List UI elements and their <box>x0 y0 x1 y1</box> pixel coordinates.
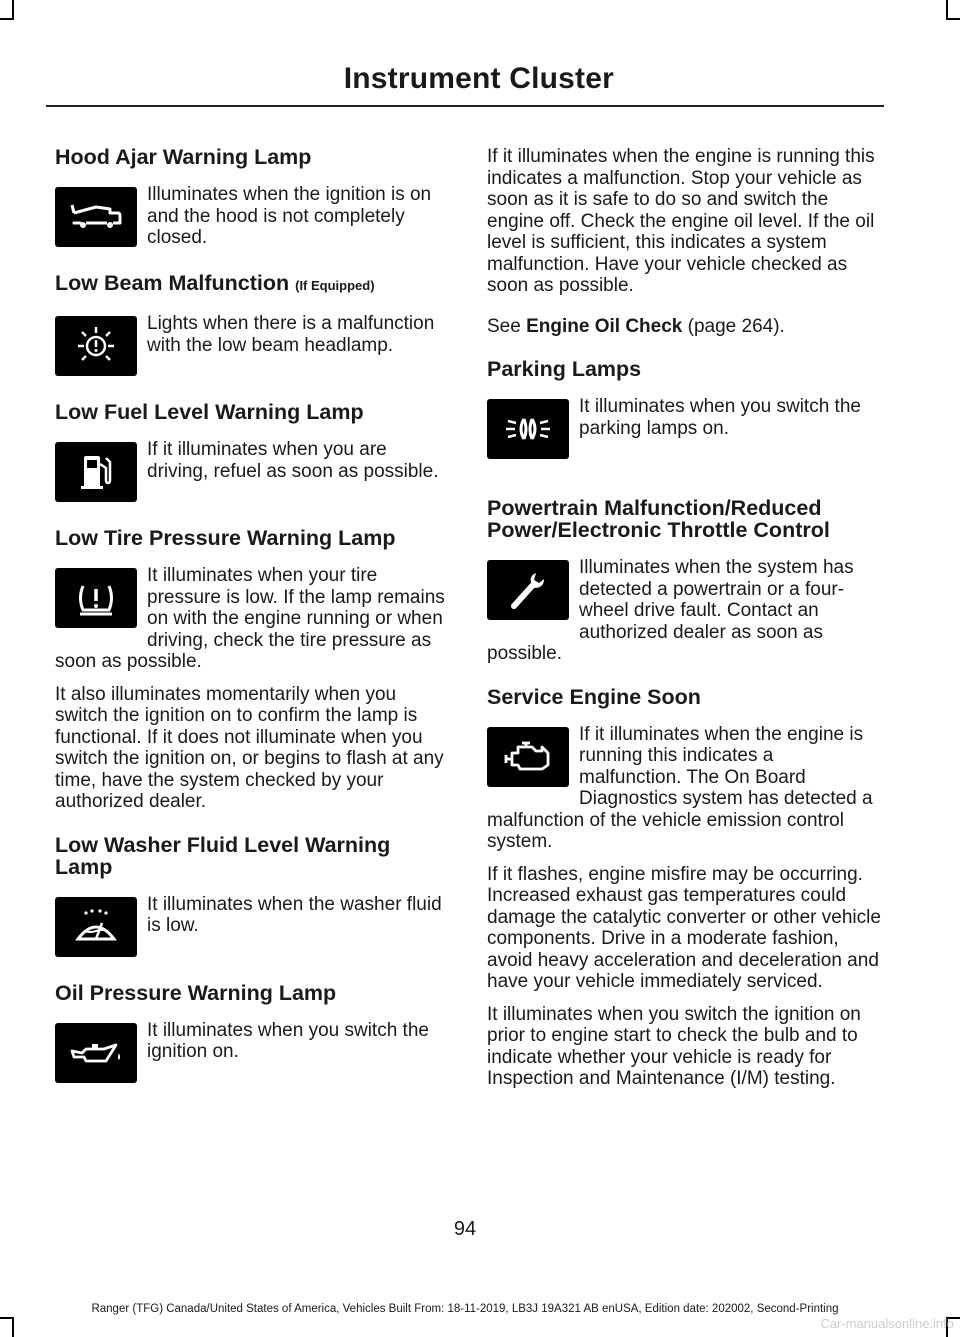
low-tire-heading: Low Tire Pressure Warning Lamp <box>55 526 396 550</box>
parking-lamps-text: It illuminates when you switch the parking lamps on. <box>579 396 861 439</box>
left-column <box>55 146 447 1108</box>
tire-pressure-icon <box>55 568 137 628</box>
low-beam-qualifier: (If Equipped) <box>295 278 375 293</box>
low-beam-entry <box>55 313 447 380</box>
hood-ajar-icon <box>55 187 137 247</box>
parking-lamps-entry <box>487 396 881 463</box>
low-washer-heading: Low Washer Fluid Level Warning Lamp <box>55 832 391 879</box>
oil-pressure-continued-text: If it illuminates when the engine is running this indicates a malfunction. Stop your vehicle as soon as it is safe to do so and switch the engine off. Check the engine oil level. If the oil level is sufficient, this indicates a system malfunction. Have your vehicle checked as soon as possible. <box>487 146 875 296</box>
oil-pressure-text: It illuminates when you switch the ignition on. <box>147 1019 429 1062</box>
low-tire-entry <box>55 565 447 673</box>
hood-ajar-text: Illuminates when the ignition is on and the hood is not completely closed. <box>147 184 432 248</box>
header-divider <box>46 105 884 107</box>
page-number: 94 <box>453 1218 477 1240</box>
hood-ajar-heading: Hood Ajar Warning Lamp <box>55 145 312 169</box>
service-engine-entry <box>487 724 881 853</box>
parking-lamps-icon <box>487 399 569 459</box>
oil-pressure-entry <box>55 1020 447 1087</box>
footer-text: Ranger (TFG) Canada/United States of America, Vehicles Built From: 18-11-2019, LB3J 19A321 AB enUSA, Edition date: 202002, Second-Printing <box>91 1303 839 1315</box>
service-engine-text-3: It illuminates when you switch the ignition on prior to engine start to check the bulb and to indicate whether your vehicle is ready for Inspection and Maintenance (I/M) testing. <box>487 1003 861 1089</box>
low-fuel-entry <box>55 439 447 506</box>
low-beam-text: Lights when there is a malfunction with the low beam headlamp. <box>147 313 435 356</box>
low-washer-entry <box>55 894 447 961</box>
low-beam-title: Low Beam Malfunction <box>55 271 290 295</box>
low-fuel-text: If it illuminates when you are driving, refuel as soon as possible. <box>147 439 439 482</box>
page-title: Instrument Cluster <box>343 62 614 95</box>
powertrain-text: Illuminates when the system has detected a powertrain or a four-wheel drive fault. Contact an authorized dealer as soon as possible. <box>487 557 854 664</box>
engine-oil-check-reference <box>487 316 881 338</box>
wrench-icon <box>487 560 569 620</box>
low-beam-malfunction-icon <box>55 316 137 376</box>
powertrain-heading: Powertrain Malfunction/Reduced Power/Electronic Throttle Control <box>487 496 830 542</box>
see-prefix: See <box>487 315 527 337</box>
crop-mark <box>946 0 948 20</box>
crop-mark <box>12 1317 14 1337</box>
crop-mark <box>946 18 960 20</box>
see-suffix: (page 264). <box>682 315 785 337</box>
engine-oil-check-link[interactable]: Engine Oil Check <box>526 315 683 337</box>
service-engine-heading: Service Engine Soon <box>487 684 701 709</box>
low-tire-text: It illuminates when your tire pressure is low. If the lamp remains on with the engine running or when driving, check the tire pressure as soon as possible. <box>55 565 445 672</box>
powertrain-entry <box>487 557 881 665</box>
parking-lamps-heading: Parking Lamps <box>487 357 642 381</box>
fuel-pump-icon <box>55 442 137 502</box>
low-tire-text-2: It also illuminates momentarily when you switch the ignition on to confirm the lamp is functional. If it does not illuminate when you switch the ignition on, or begins to flash at any time, have the system checked by your authorized dealer. <box>55 683 444 812</box>
service-engine-text-2: If it flashes, engine misfire may be occurring. Increased exhaust gas temperatures could damage the catalytic converter or other vehicle components. Drive in a moderate fashion, avoid heavy acceleration and deceleration and have your vehicle immediately serviced. <box>487 863 881 992</box>
oil-pressure-heading: Oil Pressure Warning Lamp <box>55 980 337 1005</box>
oil-can-icon <box>55 1023 137 1083</box>
right-column <box>487 146 881 1101</box>
service-engine-text: If it illuminates when the engine is running this indicates a malfunction. The On Board Diagnostics system has detected a malfunction of the vehicle emission control system. <box>487 723 873 852</box>
check-engine-icon <box>487 727 569 787</box>
low-fuel-heading: Low Fuel Level Warning Lamp <box>55 400 364 424</box>
crop-mark <box>0 1317 14 1319</box>
low-washer-text: It illuminates when the washer fluid is low. <box>147 893 442 936</box>
washer-fluid-icon <box>55 897 137 957</box>
crop-mark <box>12 0 14 20</box>
low-beam-heading <box>55 272 447 297</box>
crop-mark <box>0 18 14 20</box>
watermark: Car-manualsonline.info <box>820 1316 954 1331</box>
hood-ajar-entry <box>55 184 447 251</box>
